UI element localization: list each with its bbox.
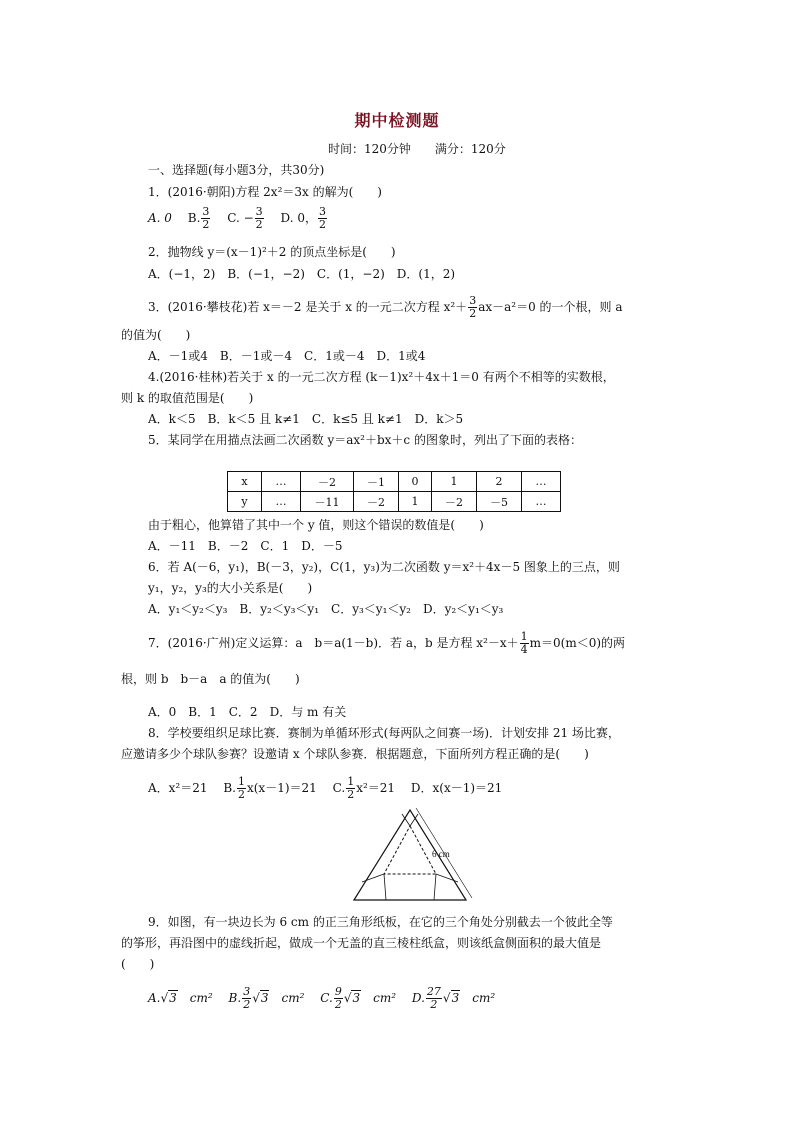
table-cell: －11 bbox=[301, 492, 354, 512]
cut-line bbox=[362, 874, 384, 882]
dimension-label: 6 cm bbox=[432, 849, 450, 859]
q8-fraction-c: $\frac{1}{2}$ bbox=[347, 775, 355, 801]
q5-options: A．－11 B．－2 C．1 D．－5 bbox=[148, 539, 343, 553]
q9-stem-cont2: ( ) bbox=[121, 957, 155, 971]
table-cell: 2 bbox=[477, 472, 522, 492]
table-row-x bbox=[228, 472, 561, 492]
table-cell: －2 bbox=[301, 472, 354, 492]
q6-stem-cont: y₁，y₂，y₃的大小关系是( ) bbox=[148, 581, 313, 595]
q3-stem-cont: 的值为( ) bbox=[121, 328, 191, 342]
q9-stem-cont: 的筝形，再沿图中的虚线折起，做成一个无盖的直三棱柱纸盒，则该纸盒侧面积的最大值是 bbox=[121, 936, 602, 950]
q9-options: A.√3 cm² B. $\frac{3}{2}$ √3 cm² C. $\frac{9}{2}$ √3 cm² D. $\frac{27}{2}$ √3 cm² bbox=[148, 985, 496, 1011]
q7-stem: 7．(2016·广州)定义运算：a b＝a(1－b)．若 a，b 是方程 x²－x＋ $\frac{1}{4}$ m＝0(m＜0)的两 bbox=[148, 630, 626, 656]
q8-options: A．x²＝21 B. $\frac{1}{2}$ x(x－1)＝21 C. $\frac{1}{2}$ x²＝21 D．x(x－1)＝21 bbox=[148, 775, 503, 801]
section-heading: 一、选择题(每小题3分，共30分) bbox=[148, 163, 325, 177]
table-cell: －2 bbox=[432, 492, 477, 512]
table-row-y bbox=[228, 492, 561, 512]
q5-stem: 5．某同学在用描点法画二次函数 y＝ax²＋bx＋c 的图象时，列出了下面的表格： bbox=[148, 433, 582, 447]
exam-meta: 时间：120分钟 满分：120分 bbox=[328, 142, 506, 156]
table-cell: … bbox=[522, 472, 561, 492]
cut-line bbox=[434, 874, 436, 900]
table-cell: … bbox=[522, 492, 561, 512]
q1-fraction-d: $\frac{3}{2}$ bbox=[318, 205, 326, 231]
q4-options: A．k＜5 B．k＜5 且 k≠1 C．k≤5 且 k≠1 D．k＞5 bbox=[148, 412, 464, 426]
q2-options: A．(−1，2) B．(−1，−2) C．(1，−2) D．(1，2) bbox=[148, 267, 456, 281]
q9-fraction-b: $\frac{3}{2}$ bbox=[243, 985, 251, 1011]
q7-options: A．0 B．1 C．2 D．与 m 有关 bbox=[148, 705, 347, 719]
q9-stem: 9．如图，有一块边长为 6 cm 的正三角形纸板，在它的三个角处分别截去一个彼此全等 bbox=[148, 915, 613, 929]
value-table bbox=[227, 471, 561, 512]
table-cell: y bbox=[228, 492, 262, 512]
q6-stem: 6．若 A(－6，y₁)，B(－3，y₂)，C(1，y₃)为二次函数 y＝x²＋4x－5 图象上的三点，则 bbox=[148, 560, 620, 574]
table-cell: 1 bbox=[432, 472, 477, 492]
q4-stem: 4.(2016·桂林)若关于 x 的一元二次方程 (k－1)x²＋4x＋1＝0 有两个不相等的实数根， bbox=[148, 370, 615, 384]
q1-fraction-b: $\frac{3}{2}$ bbox=[202, 205, 210, 231]
table-cell: … bbox=[262, 492, 301, 512]
table-cell: －2 bbox=[354, 492, 399, 512]
table-cell: x bbox=[228, 472, 262, 492]
q1-stem: 1．(2016·朝阳)方程 2x²＝3x 的解为( ) bbox=[148, 185, 382, 199]
q8-stem-cont: 应邀请多少个球队参赛？设邀请 x 个球队参赛．根据题意，下面所列方程正确的是( ) bbox=[121, 747, 589, 761]
table-cell: … bbox=[262, 472, 301, 492]
table-cell: －5 bbox=[477, 492, 522, 512]
triangle-figure bbox=[352, 808, 476, 904]
q2-stem: 2．抛物线 y＝(x－1)²＋2 的顶点坐标是( ) bbox=[148, 245, 396, 259]
page-title: 期中检测题 bbox=[354, 111, 440, 130]
q1-fraction-c: $\frac{3}{2}$ bbox=[255, 205, 263, 231]
q7-fraction: $\frac{1}{4}$ bbox=[520, 630, 528, 656]
cut-line bbox=[436, 874, 458, 882]
q6-options: A．y₁＜y₂＜y₃ B．y₂＜y₃＜y₁ C．y₃＜y₁＜y₂ D．y₂＜y₁＜y₃ bbox=[148, 602, 504, 616]
dashed-triangle bbox=[384, 826, 436, 874]
q1-options: A. 0 B. $\frac{3}{2}$ C. − $\frac{3}{2}$ D. 0， $\frac{3}{2}$ bbox=[148, 205, 326, 231]
q5-follow: 由于粗心，他算错了其中一个 y 值，则这个错误的数值是( ) bbox=[148, 518, 484, 532]
table-cell: －1 bbox=[354, 472, 399, 492]
q9-fraction-c: $\frac{9}{2}$ bbox=[334, 985, 342, 1011]
q8-fraction-b: $\frac{1}{2}$ bbox=[237, 775, 245, 801]
q8-stem: 8．学校要组织足球比赛．赛制为单循环形式(每两队之间赛一场)．计划安排 21 场比赛， bbox=[148, 726, 620, 740]
q7-stem-cont: 根，则 b b－a a 的值为( ) bbox=[121, 672, 300, 686]
table-cell: 0 bbox=[399, 472, 432, 492]
q9-fraction-d: $\frac{27}{2}$ bbox=[426, 985, 441, 1011]
q3-stem: 3．(2016·攀枝花)若 x＝－2 是关于 x 的一元二次方程 x²＋ $\frac{3}{2}$ ax－a²＝0 的一个根，则 a bbox=[148, 294, 623, 320]
cut-line bbox=[384, 874, 386, 900]
q4-stem-cont: 则 k 的取值范围是( ) bbox=[121, 391, 254, 405]
q3-options: A．－1或4 B．－1或－4 C．1或－4 D．1或4 bbox=[148, 349, 426, 363]
q3-fraction: $\frac{3}{2}$ bbox=[469, 294, 477, 320]
table-cell: 1 bbox=[399, 492, 432, 512]
